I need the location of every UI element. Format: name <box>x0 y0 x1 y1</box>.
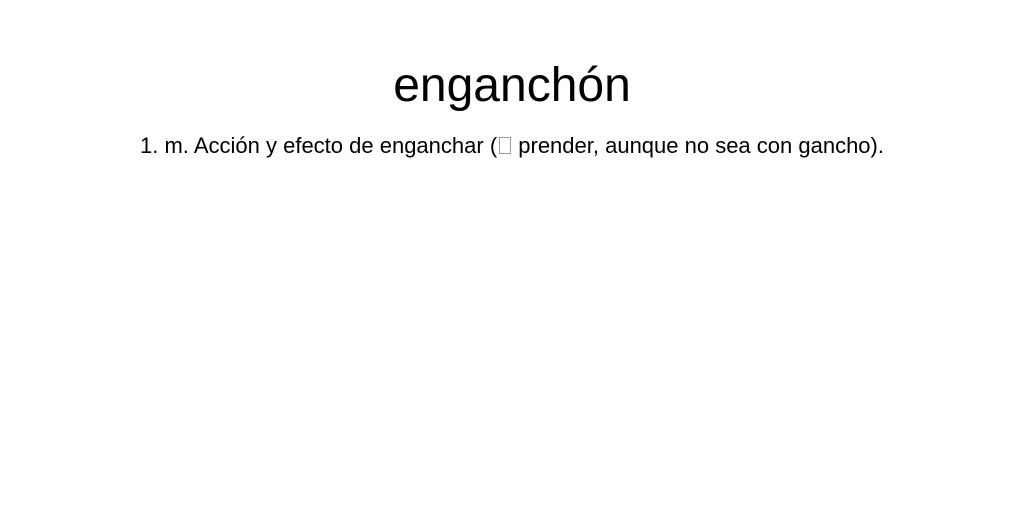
sense-1 <box>0 132 1024 160</box>
definition-text-start: Acción y efecto de enganchar ( <box>193 133 498 158</box>
definition-text-end: prender, aunque no sea con gancho). <box>512 133 884 158</box>
missing-glyph-icon <box>499 137 511 154</box>
grammar-label: m. <box>164 133 189 158</box>
sense-number: 1. <box>140 133 159 158</box>
headword: enganchón <box>393 59 631 112</box>
